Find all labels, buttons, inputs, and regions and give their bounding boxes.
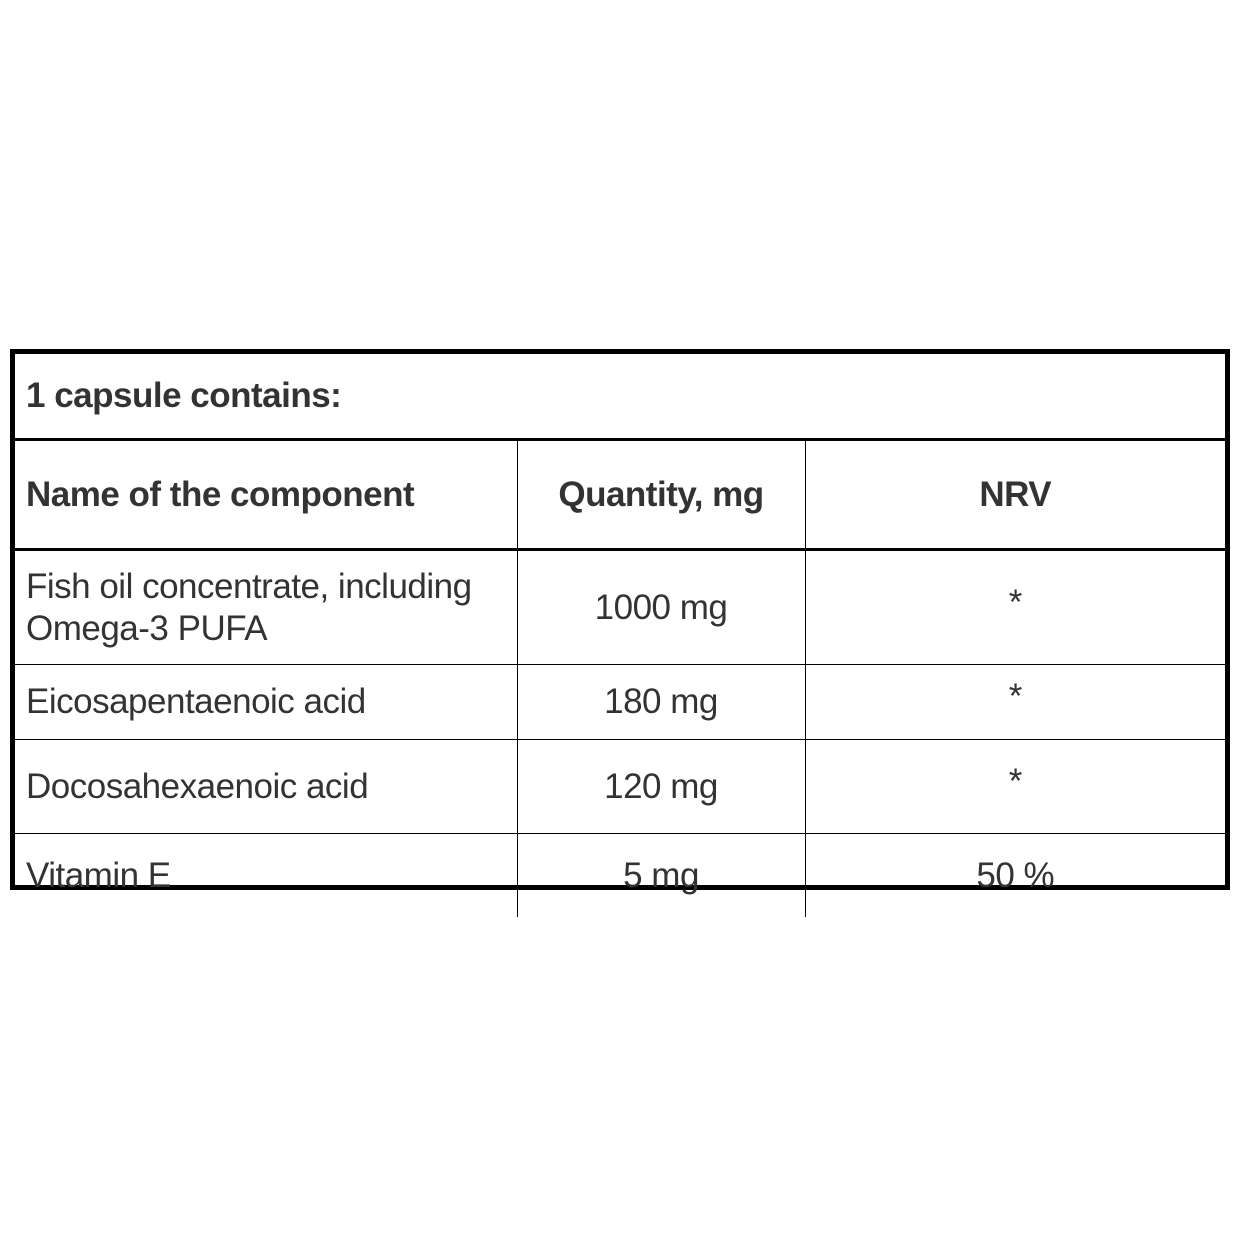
- nutrition-table: [15, 354, 1225, 917]
- component-name: Eicosapentaenoic acid: [15, 665, 517, 740]
- component-nrv: 50 %: [805, 834, 1225, 918]
- table-row: [15, 834, 1225, 918]
- component-name: Vitamin E: [15, 834, 517, 918]
- component-nrv: *: [805, 550, 1225, 665]
- header-nrv: NRV: [805, 440, 1225, 550]
- component-name-line: Omega-3 PUFA: [26, 608, 268, 648]
- table-header-row: [15, 440, 1225, 550]
- table-row: [15, 740, 1225, 834]
- component-quantity: 180 mg: [517, 665, 805, 740]
- component-quantity: 120 mg: [517, 740, 805, 834]
- component-nrv: *: [805, 665, 1225, 740]
- table-caption-row: [15, 354, 1225, 440]
- table-row: [15, 550, 1225, 665]
- component-name-line: Fish oil concentrate, including: [26, 566, 472, 606]
- table-caption: 1 capsule contains:: [15, 354, 1225, 440]
- header-component: Name of the component: [15, 440, 517, 550]
- header-quantity: Quantity, mg: [517, 440, 805, 550]
- component-quantity: 1000 mg: [517, 550, 805, 665]
- component-quantity: 5 mg: [517, 834, 805, 918]
- component-nrv: *: [805, 740, 1225, 834]
- component-name: Docosahexaenoic acid: [15, 740, 517, 834]
- nutrition-table-frame: [10, 349, 1230, 895]
- table-row: [15, 665, 1225, 740]
- component-name: [15, 550, 517, 665]
